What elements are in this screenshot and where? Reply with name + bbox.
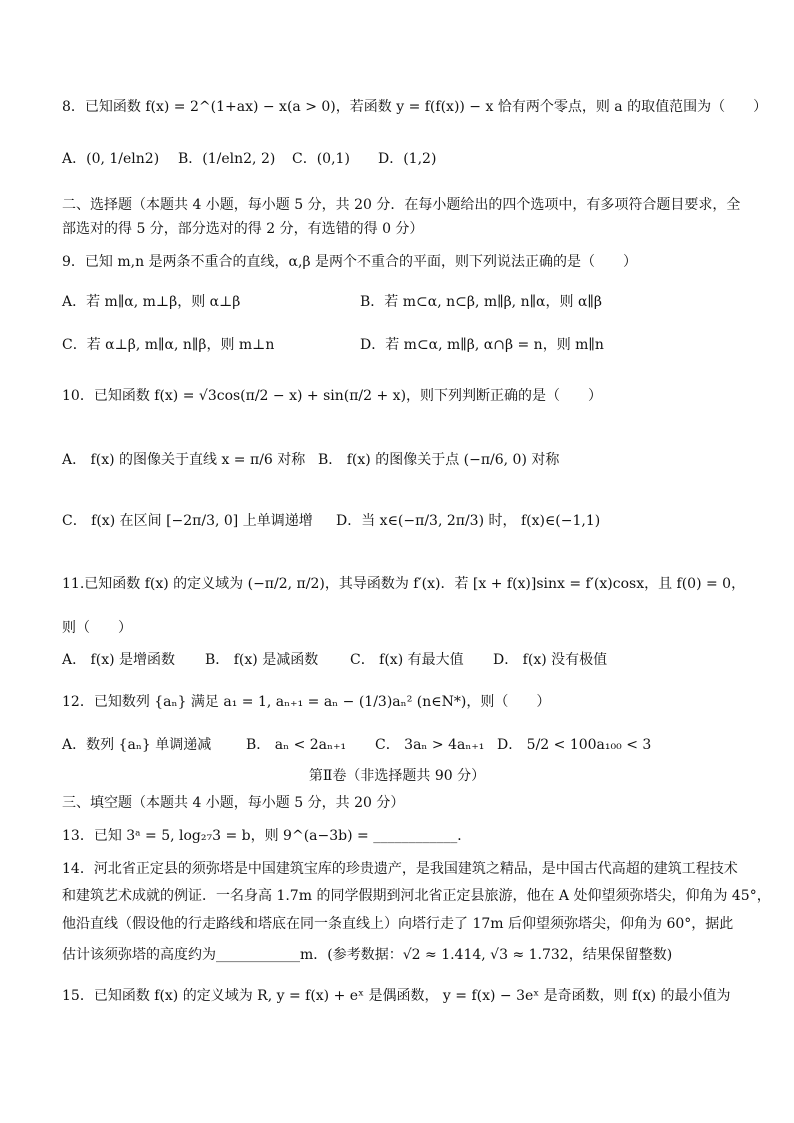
q14-line4: 估计该须弥塔的高度约为____________m．(参考数据：√2 ≈ 1.414, √3 ≈ 1.732，结果保留整数) (62, 947, 673, 963)
q8-option-d: D．(1,2) (378, 151, 437, 167)
q11-option-b: B． f(x) 是减函数 (205, 652, 319, 668)
q10-option-c: C． f(x) 在区间 [−2π/3, 0] 上单调递增 (62, 513, 313, 529)
q11-option-c: C． f(x) 有最大值 (350, 652, 464, 668)
q12-option-a: A．数列 {aₙ} 单调递减 (62, 737, 212, 753)
q11-stem: 11.已知函数 f(x) 的定义域为 (−π/2, π/2)，其导函数为 f′(x)．若 [x + f(x)]sinx = f′(x)cosx，且 f(0) = 0， (62, 576, 746, 592)
q8-option-b: B．(1/eln2, 2) (178, 151, 276, 167)
part2-title: 第Ⅱ卷（非选择题共 90 分） (308, 768, 486, 784)
q14-line3: 他沿直线（假设他的行走路线和塔底在同一条直线上）向塔行走了 17m 后仰望须弥塔尖，仰角为 60°，据此 (62, 916, 734, 932)
q13-stem: 13．已知 3ᵃ = 5, log₂₇3 = b，则 9^(a−3b) = ____________． (62, 828, 472, 844)
q12-option-b: B． aₙ < 2aₙ₊₁ (246, 737, 347, 753)
q8-stem: 8．已知函数 f(x) = 2^(1+ax) − x(a > 0)，若函数 y = f(f(x)) − x 恰有两个零点，则 a 的取值范围为（ ） (62, 99, 768, 115)
q11-option-d: D． f(x) 没有极值 (493, 652, 608, 668)
q14-line1: 14．河北省正定县的须弥塔是中国建筑宝库的珍贵遗产，是我国建筑之精品，是中国古代高超的建筑工程技术 (62, 861, 738, 877)
q11-option-a: A． f(x) 是增函数 (62, 652, 176, 668)
q11-stem-continued: 则（ ） (62, 620, 132, 636)
q8-option-c: C．(0,1) (292, 151, 350, 167)
q10-stem: 10．已知函数 f(x) = √3cos(π/2 − x) + sin(π/2 + x)，则下列判断正确的是（ ） (62, 388, 603, 404)
q12-option-c: C． 3aₙ > 4aₙ₊₁ (375, 737, 485, 753)
q9-option-a: A．若 m∥α, m⊥β，则 α⊥β (62, 294, 241, 310)
q10-option-a: A． f(x) 的图像关于直线 x = π/6 对称 (62, 452, 306, 468)
q10-option-b: B． f(x) 的图像关于点 (−π/6, 0) 对称 (318, 452, 560, 468)
q15-stem: 15．已知函数 f(x) 的定义域为 R, y = f(x) + eˣ 是偶函数， y = f(x) − 3eˣ 是奇函数，则 f(x) 的最小值为 (62, 988, 731, 1004)
q12-option-d: D． 5/2 < 100a₁₀₀ < 3 (497, 737, 652, 753)
q12-stem: 12．已知数列 {aₙ} 满足 a₁ = 1, aₙ₊₁ = aₙ − (1/3)aₙ² (n∈N*)，则（ ） (62, 694, 551, 710)
q9-option-b: B．若 m⊂α, n⊂β, m∥β, n∥α，则 α∥β (360, 294, 602, 310)
q9-stem: 9．已知 m,n 是两条不重合的直线，α,β 是两个不重合的平面，则下列说法正确的是（ ） (62, 254, 637, 270)
q9-option-c: C．若 α⊥β, m∥α, n∥β，则 m⊥n (62, 337, 275, 353)
section2-heading-line2: 部选对的得 5 分，部分选对的得 2 分，有选错的得 0 分） (62, 221, 424, 237)
q9-option-d: D．若 m⊂α, m∥β, α∩β = n，则 m∥n (360, 337, 604, 353)
section2-heading-line1: 二、选择题（本题共 4 小题，每小题 5 分，共 20 分．在每小题给出的四个选项中，有多项符合题目要求，全 (62, 197, 741, 213)
section3-heading: 三、填空题（本题共 4 小题，每小题 5 分，共 20 分） (62, 795, 405, 811)
q10-option-d: D．当 x∈(−π/3, 2π/3) 时， f(x)∈(−1,1) (336, 513, 601, 529)
q14-line2: 和建筑艺术成就的例证．一名身高 1.7m 的同学假期到河北省正定县旅游，他在 A 处仰望须弥塔尖，仰角为 45°， (62, 888, 771, 904)
q8-option-a: A．(0, 1/eln2) (62, 151, 160, 167)
